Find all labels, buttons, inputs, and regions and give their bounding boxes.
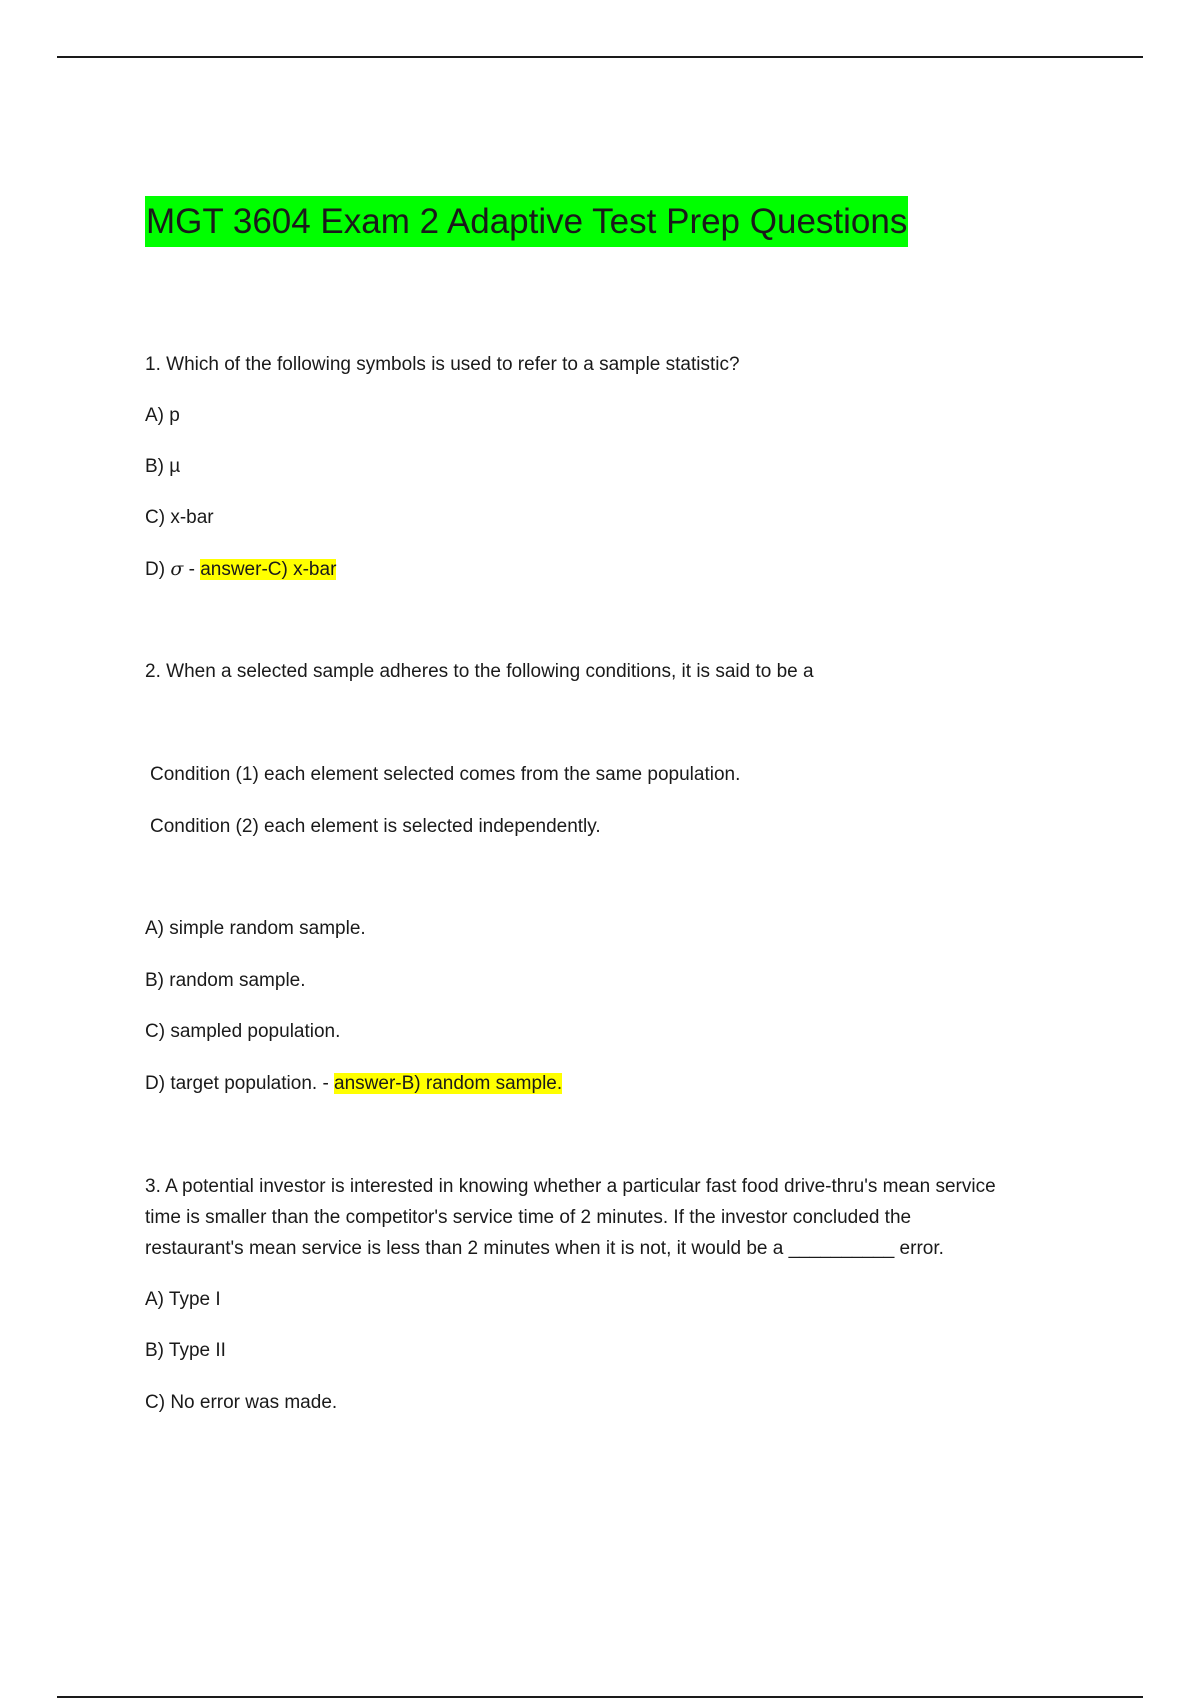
question-number: 1. (145, 354, 161, 375)
question-1-answer: answer-C) x-bar (200, 559, 337, 580)
question-1-prompt (145, 352, 740, 378)
question-3-option-c: C) No error was made. (145, 1392, 338, 1413)
option-separator: - (183, 559, 201, 580)
question-2-option-d (145, 1071, 562, 1097)
document-title: MGT 3604 Exam 2 Adaptive Test Prep Questions (145, 196, 908, 247)
option-text: D) target population. - (145, 1073, 335, 1094)
question-2-option-b: B) random sample. (145, 970, 306, 991)
question-3-option-a: A) Type I (145, 1289, 221, 1310)
question-2-answer: answer-B) random sample. (334, 1073, 563, 1094)
question-2-prompt (145, 659, 814, 685)
question-2-condition-2: Condition (2) each element is selected independently. (150, 816, 601, 837)
question-2-condition-1: Condition (1) each element selected comes from the same population. (150, 764, 741, 785)
question-3-option-b: B) Type II (145, 1340, 226, 1361)
question-number: 3. (145, 1176, 161, 1197)
question-1-option-d (145, 556, 336, 583)
sigma-symbol: σ (170, 558, 184, 580)
question-3-prompt-line-1 (145, 1174, 996, 1200)
question-1-option-a: A) p (145, 405, 180, 426)
question-text: Which of the following symbols is used to refer to a sample statistic? (166, 354, 740, 375)
question-1-option-c: C) x-bar (145, 507, 214, 528)
question-number: 2. (145, 661, 161, 682)
option-text: D) (145, 559, 171, 580)
question-text: A potential investor is interested in knowing whether a particular fast food drive-thru's mean service (165, 1176, 996, 1197)
footer-rule (57, 1696, 1143, 1698)
question-text: When a selected sample adheres to the following conditions, it is said to be a (166, 661, 814, 682)
question-1-option-b: B) µ (145, 456, 181, 477)
question-3-prompt-line-3: restaurant's mean service is less than 2 minutes when it is not, it would be a __________ error. (145, 1238, 944, 1259)
header-rule (57, 56, 1143, 58)
question-2-option-c: C) sampled population. (145, 1021, 341, 1042)
question-2-option-a: A) simple random sample. (145, 918, 366, 939)
question-3-prompt-line-2: time is smaller than the competitor's service time of 2 minutes. If the investor concluded the (145, 1207, 912, 1228)
